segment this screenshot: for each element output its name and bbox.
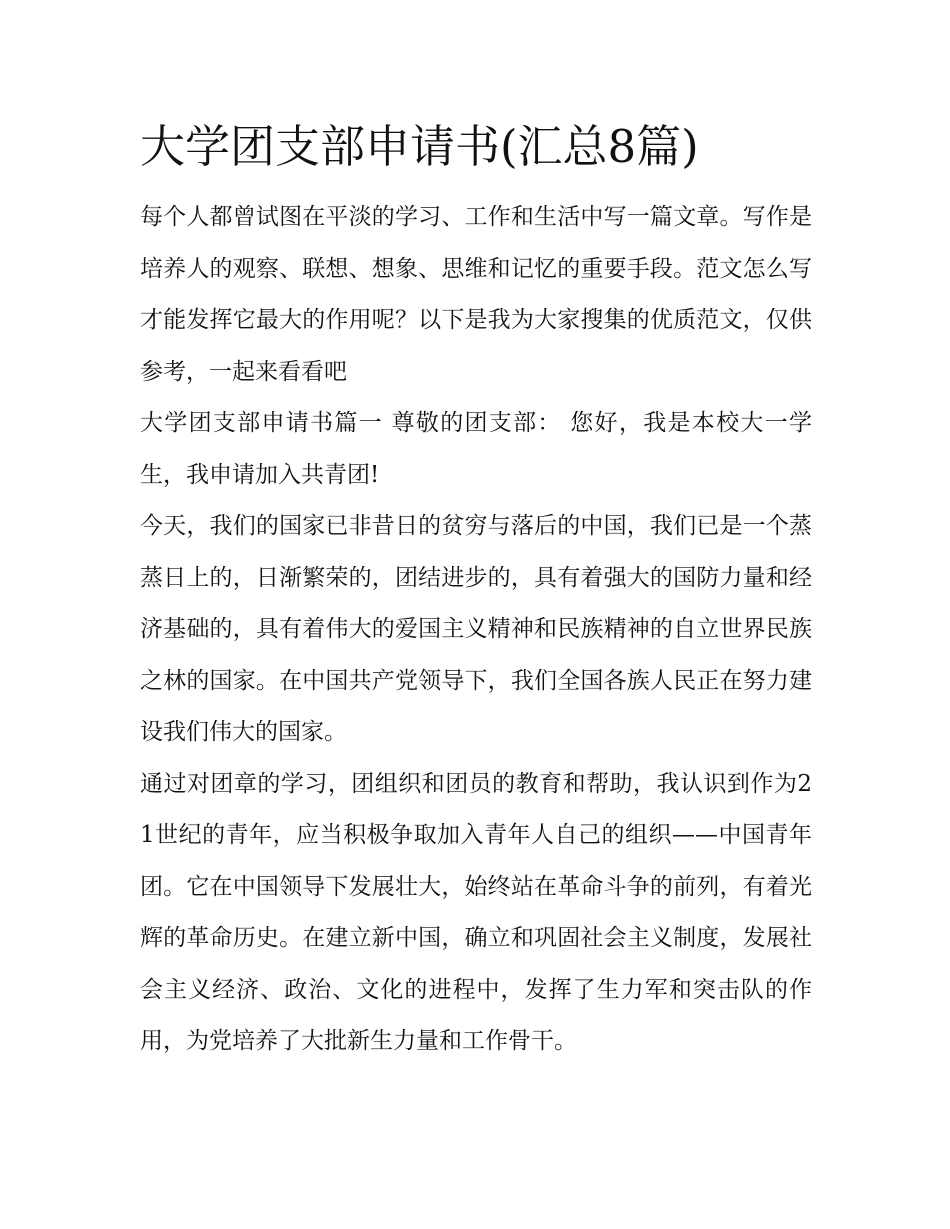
document-body <box>140 112 812 1068</box>
paragraph-salutation: 大学团支部申请书篇一 尊敬的团支部： 您好，我是本校大一学生，我申请加入共青团! <box>140 410 812 488</box>
paragraph-intro: 每个人都曾试图在平淡的学习、工作和生活中写一篇文章。写作是培养人的观察、联想、想象、思维和记忆的重要手段。范文怎么写才能发挥它最大的作用呢？以下是我为大家搜集的优质范文，仅供参考，一起来看看吧 <box>140 204 812 385</box>
paragraph-country: 今天，我们的国家已非昔日的贫穷与落后的中国，我们已是一个蒸蒸日上的，日渐繁荣的，团结进步的，具有着强大的国防力量和经济基础的，具有着伟大的爱国主义精神和民族精神的自立世界民族之林的国家。在中国共产党领导下，我们全国各族人民正在努力建设我们伟大的国家。 <box>140 513 812 745</box>
paragraph-league-charter: 通过对团章的学习，团组织和团员的教育和帮助，我认识到作为21世纪的青年，应当积极争取加入青年人自己的组织——中国青年团。它在中国领导下发展壮大，始终站在革命斗争的前列，有着光辉的革命历史。在建立新中国，确立和巩固社会主义制度，发展社会主义经济、政治、文化的进程中，发挥了生力军和突击队的作用，为党培养了大批新生力量和工作骨干。 <box>140 770 812 1054</box>
document-title: 大学团支部申请书(汇总8篇) <box>140 120 699 173</box>
